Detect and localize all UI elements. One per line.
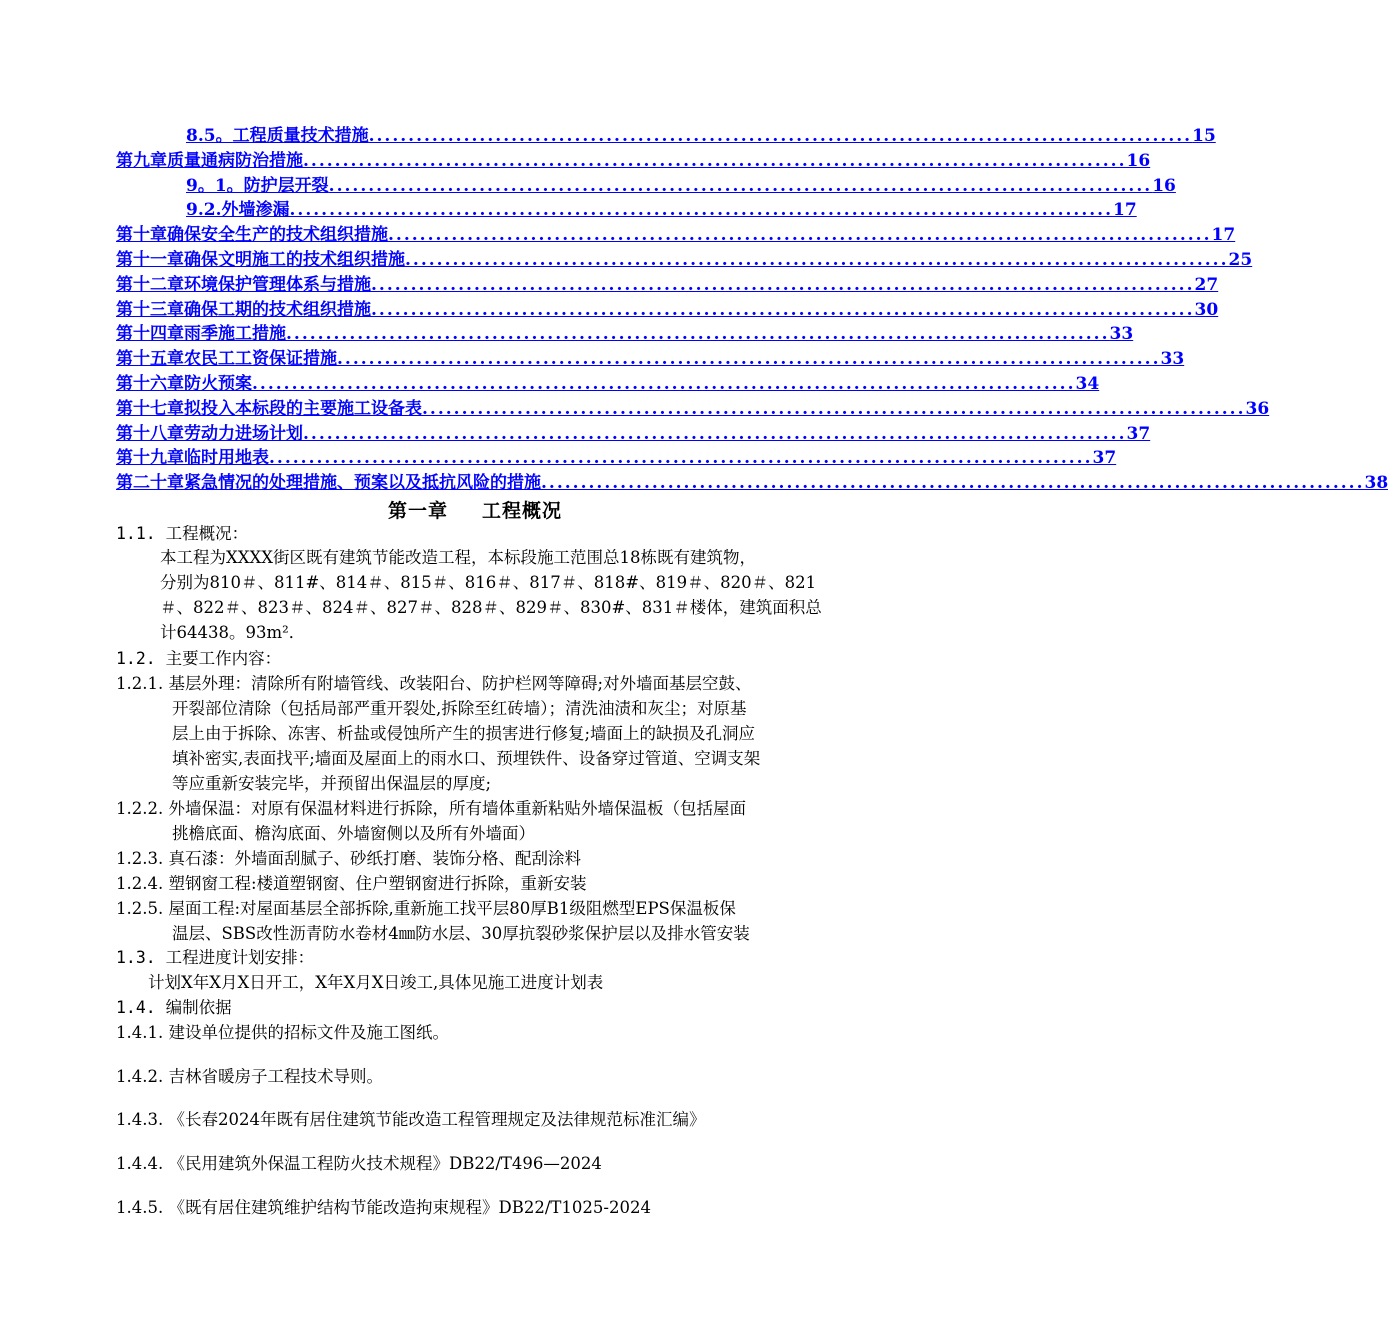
toc-title: 质量通病防治措施	[167, 150, 303, 171]
toc-number: 第十三章	[116, 299, 184, 320]
paragraph-line: 1.2.4. 塑钢窗工程:楼道塑钢窗、住户塑钢窗进行拆除，重新安装	[116, 874, 587, 893]
toc-title: 防护层开裂	[243, 175, 329, 196]
paragraph-line: 开裂部位清除（包括局部严重开裂处,拆除至红砖墙）；清洗油渍和灰尘；对原基	[172, 699, 747, 718]
section-heading: 1.4. 编制依据	[116, 998, 232, 1017]
toc-number: 第十章	[116, 225, 167, 246]
toc-leader: ........................................................................................................	[303, 423, 1127, 444]
section-heading: 1.2. 主要工作内容：	[116, 649, 282, 668]
paragraph-line: 等应重新安装完毕，并预留出保温层的厚度;	[172, 774, 492, 793]
chapter-number: 第一章	[387, 500, 448, 522]
reference-item: 1.4.3. 《长春2024年既有居住建筑节能改造工程管理规定及法律规范标准汇编》	[116, 1110, 706, 1129]
paragraph-line: 温层、SBS改性沥青防水卷材4㎜防水层、30厚抗裂砂浆保护层以及排水管安装	[172, 924, 750, 943]
toc-leader: ........................................................................................................	[541, 473, 1365, 494]
paragraph-line: 本工程为XXXX街区既有建筑节能改造工程，本标段施工范围总18栋既有建筑物，	[160, 548, 756, 567]
paragraph-line: 层上由于拆除、冻害、析盐或侵蚀所产生的损害进行修复;墙面上的缺损及孔洞应	[172, 724, 756, 743]
toc-leader: ........................................................................................................	[303, 150, 1127, 171]
toc-title: 临时用地表	[184, 448, 269, 469]
toc-leader: ........................................................................................................	[371, 274, 1195, 295]
toc-entry[interactable]	[116, 372, 1100, 397]
toc-leader: ........................................................................................................	[405, 249, 1229, 270]
paragraph-line: 1.2.1. 基层外理：清除所有附墙管线、改装阳台、防护栏网等障碍;对外墙面基层空鼓、	[116, 674, 752, 693]
toc-entry[interactable]	[116, 422, 1151, 447]
toc-page: 38	[1364, 473, 1388, 494]
paragraph-line: 1.2.2. 外墙保温：对原有保温材料进行拆除，所有墙体重新粘贴外墙保温板（包括屋面	[116, 799, 746, 818]
toc-leader: ........................................................................................................	[337, 349, 1161, 370]
toc-entry[interactable]	[116, 446, 1117, 471]
toc-entry[interactable]	[116, 298, 1219, 323]
section-heading: 1.1. 工程概况：	[116, 524, 249, 543]
toc-title: 防火预案	[184, 373, 252, 394]
toc-page: 37	[1126, 423, 1151, 444]
toc-leader: ........................................................................................................	[388, 225, 1212, 246]
toc-page: 27	[1194, 274, 1219, 295]
toc-page: 16	[1152, 175, 1176, 196]
toc-number: 9。1。	[186, 175, 244, 196]
toc-entry[interactable]	[116, 198, 1137, 223]
reference-item: 1.4.4. 《民用建筑外保温工程防火技术规程》DB22/T496—2024	[116, 1154, 602, 1173]
toc-leader: ........................................................................................................	[371, 299, 1195, 320]
toc-entry[interactable]	[116, 347, 1185, 372]
paragraph-line: 计64438。93m²．	[160, 623, 306, 642]
toc-entry[interactable]	[116, 223, 1236, 248]
reference-item: 1.4.2. 吉林省暖房子工程技术导则。	[116, 1067, 383, 1086]
toc-number: 第十七章	[116, 398, 184, 419]
chapter-heading	[0, 496, 950, 523]
toc-title: 农民工工资保证措施	[184, 349, 337, 370]
toc-title: 确保工期的技术组织措施	[184, 299, 371, 320]
reference-item: 1.4.5. 《既有居住建筑维护结构节能改造拘束规程》DB22/T1025-2024	[116, 1198, 651, 1217]
toc-title: 工程质量技术措施	[232, 126, 369, 146]
section-heading: 1.3. 工程进度计划安排：	[116, 948, 315, 967]
toc-entry[interactable]	[116, 273, 1219, 298]
toc-entry[interactable]	[116, 174, 1176, 199]
toc-title: 外墙渗漏	[221, 200, 290, 221]
toc-number: 第十四章	[116, 324, 184, 345]
toc-page: 17	[1113, 200, 1137, 221]
toc-page: 16	[1126, 150, 1151, 171]
toc-title: 确保文明施工的技术组织措施	[184, 249, 405, 270]
paragraph-line: 1.2.3. 真石漆：外墙面刮腻子、砂纸打磨、装饰分格、配刮涂料	[116, 849, 581, 868]
toc-page: 17	[1211, 225, 1236, 246]
toc-leader: ........................................................................................................	[328, 175, 1153, 196]
toc-number: 第十八章	[116, 423, 184, 444]
toc-title: 紧急情况的处理措施、预案以及抵抗风险的措施	[184, 473, 541, 494]
toc-entry[interactable]	[116, 149, 1151, 174]
toc-page: 15	[1192, 126, 1216, 146]
toc-title: 雨季施工措施	[184, 324, 286, 345]
table-of-contents	[116, 124, 1388, 496]
toc-leader: ........................................................................................................	[289, 200, 1114, 221]
toc-page: 33	[1160, 349, 1185, 370]
toc-entry[interactable]	[116, 124, 1216, 149]
toc-title: 劳动力进场计划	[184, 423, 303, 444]
paragraph-line: 挑檐底面、檐沟底面、外墙窗侧以及所有外墙面）	[172, 824, 535, 843]
toc-page: 37	[1092, 448, 1117, 469]
toc-page: 34	[1075, 373, 1100, 394]
toc-page: 30	[1194, 299, 1219, 320]
toc-leader: ........................................................................................................	[269, 448, 1093, 469]
toc-leader: ........................................................................................................	[286, 324, 1110, 345]
toc-number: 第十一章	[116, 249, 184, 270]
toc-leader: ........................................................................................................	[368, 126, 1193, 146]
toc-number: 第二十章	[116, 473, 184, 494]
paragraph-line: 计划X年X月X日开工，X年X月X日竣工,具体见施工进度计划表	[148, 973, 604, 992]
toc-entry[interactable]	[116, 471, 1388, 496]
toc-entry[interactable]	[116, 397, 1270, 422]
toc-number: 第十九章	[116, 448, 184, 469]
reference-item: 1.4.1. 建设单位提供的招标文件及施工图纸。	[116, 1023, 449, 1042]
toc-leader: ........................................................................................................	[422, 398, 1246, 419]
paragraph-line: 填补密实,表面找平;墙面及屋面上的雨水口、预埋铁件、设备穿过管道、空调支架	[172, 749, 761, 768]
paragraph-line: 分别为810＃、811#、814＃、815＃、816＃、817＃、818#、819＃、820＃、821	[160, 573, 817, 592]
toc-title: 环境保护管理体系与措施	[184, 274, 371, 295]
toc-number: 第十五章	[116, 349, 184, 370]
toc-number: 第十二章	[116, 274, 184, 295]
toc-leader: ........................................................................................................	[252, 373, 1076, 394]
toc-entry[interactable]	[116, 248, 1253, 273]
toc-page: 33	[1109, 324, 1134, 345]
toc-number: 9.2.	[186, 200, 222, 221]
chapter-title: 工程概况	[482, 500, 563, 522]
toc-title: 拟投入本标段的主要施工设备表	[184, 398, 422, 419]
paragraph-line: 1.2.5. 屋面工程:对屋面基层全部拆除,重新施工找平层80厚B1级阻燃型EPS保温板保	[116, 899, 736, 918]
toc-page: 36	[1245, 398, 1270, 419]
toc-number: 第十六章	[116, 373, 184, 394]
paragraph-line: ＃、822＃、823＃、824＃、827＃、828＃、829＃、830#、831＃楼体，建筑面积总	[160, 598, 822, 617]
toc-number: 第九章	[116, 150, 167, 171]
toc-number: 8.5。	[186, 126, 233, 146]
toc-entry[interactable]	[116, 322, 1134, 347]
toc-page: 25	[1228, 249, 1253, 270]
toc-title: 确保安全生产的技术组织措施	[167, 225, 388, 246]
